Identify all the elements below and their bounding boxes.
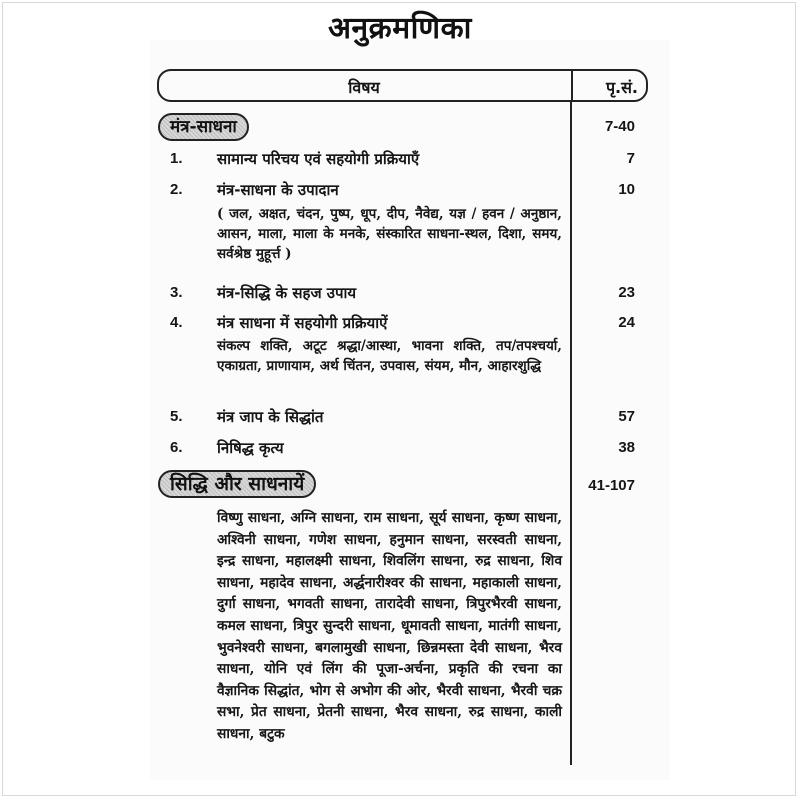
toc-item-page: 24 (618, 314, 635, 331)
toc-item-page: 38 (618, 439, 635, 456)
header-divider (571, 69, 573, 102)
item-number: 5. (170, 408, 183, 425)
section-description: विष्णु साधना, अग्नि साधना, राम साधना, सूर्य साधना, कृष्ण साधना, अश्विनी साधना, गणेश साधना, हनुमान साधना, सरस्वती साधना, इन्द्र साधना, महालक्ष्मी साधना, शिवलिंग साधना, रुद्र साधना, शिव साधना, महादेव साधना, अर्द्धनारीश्वर की साधना, महाकाली साधना, दुर्गा साधना, भगवती साधना, तारादेवी साधना, त्रिपुरभैरवी साधना, कमल साधना, त्रिपुर सुन्दरी साधना, धूमावती साधना, मातंगी साधना, भुवनेश्वरी साधना, बगलामुखी साधना, छिन्नमस्ता देवी साधना, भैरव साधना, योनि एवं लिंग की पूजा-अर्चना, प्रकृति की रचना का वैज्ञानिक सिद्धांत, भोग से अभोग की ओर, भैरवी साधना, भैरवी चक्र सभा, प्रेत साधना, प्रेतनी साधना, भैरव साधना, रुद्र साधना, काली साधना, बटुक (217, 510, 562, 742)
section-heading-mantra-sadhana: मंत्र-साधना (158, 113, 249, 141)
toc-item: मंत्र-साधना के उपादान (217, 181, 339, 199)
toc-item-page: 57 (618, 408, 635, 425)
page-title: अनुक्रमणिका (328, 11, 472, 46)
toc-item-page: 10 (618, 181, 635, 198)
item-number: 2. (170, 181, 183, 198)
table-header (157, 69, 648, 102)
toc-item: सामान्य परिचय एवं सहयोगी प्रक्रियाएँ (217, 150, 420, 168)
toc-item-page: 7 (626, 150, 635, 167)
item-number: 1. (170, 150, 183, 167)
toc-item-page: 23 (618, 284, 635, 301)
toc-item-description: संकल्प शक्ति, अटूट श्रद्धा/आस्था, भावना शक्ति, तप/तपश्चर्या, एकाग्रता, प्राणायाम, अर्थ चिंतन, उपवास, संयम, मौन, आहारशुद्धि (217, 338, 562, 374)
header-subject: विषय (348, 78, 380, 97)
toc-item: निषिद्ध कृत्य (217, 439, 284, 457)
toc-item: मंत्र-सिद्धि के सहज उपाय (217, 284, 357, 302)
section-page-range: 7-40 (604, 118, 635, 135)
item-number: 4. (170, 314, 183, 331)
section-heading-siddhi-aur-sadhnayein: सिद्धि और साधनायें (158, 470, 316, 498)
header-page-number: पृ.सं. (605, 78, 638, 97)
toc-item: मंत्र साधना में सहयोगी प्रक्रियाऐं (217, 314, 388, 332)
item-number: 6. (170, 439, 183, 456)
item-number: 3. (170, 284, 183, 301)
column-divider (570, 100, 572, 765)
section-page-range: 41-107 (588, 477, 635, 494)
toc-item: मंत्र जाप के सिद्धांत (217, 408, 324, 426)
toc-item-description: ( जल, अक्षत, चंदन, पुष्प, धूप, दीप, नैवेद्य, यज्ञ / हवन / अनुष्ठान, आसन, माला, माला के मनके, संस्कारित साधना-स्थल, दिशा, समय, सर्वश्रेष्ठ मुहूर्त्त ) (217, 206, 562, 262)
